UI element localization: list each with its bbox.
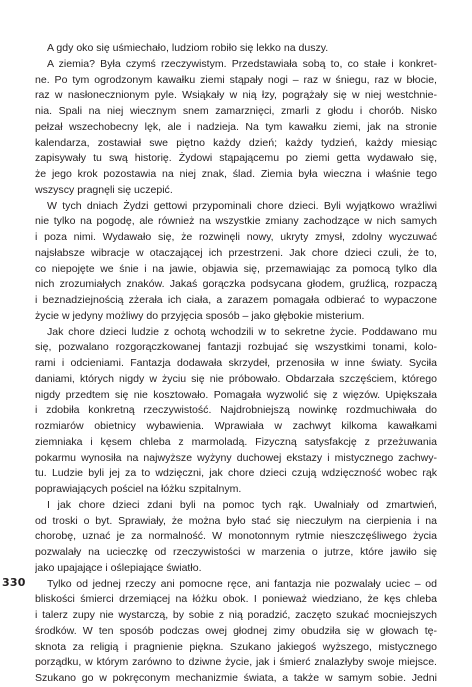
text-line: pełzał wszechobecny lęk, ale i nadzieja. Na tym kawałku ziemi, jak na stronie <box>35 120 437 133</box>
text-line: i poza nimi. Wydawało się, że rozwinęli nowy, ukryty zmysł, zdolny wyczuwać <box>35 231 437 243</box>
text-line: bliskości śmierci drzemiącej na łóżku obok. I ponieważ wiedziano, że kęs chleba <box>35 593 437 606</box>
text-line: pozwalały na ucieczkę od rzeczywistości w marzenia o jutrze, które jawiło się <box>35 546 437 558</box>
text-line: co niepojęte we śnie i na jawie, objawia się, przemawiając za pomocą tylko dla <box>35 262 437 275</box>
text-line: od troski o byt. Sprawiały, że można było stać się nieczułym na cierpienia i na <box>35 514 437 527</box>
text-line: Tylko od jednej rzeczy ani pomocne ręce, ani fantazja nie pozwalały uciec – od <box>47 577 437 590</box>
text-line: i zdobiła konkretną rzeczywistość. Najdrobniejszą nowinkę rozdmuchiwała do <box>35 404 437 417</box>
text-line: I jak chore dzieci zdani byli na pomoc tych rąk. Uwalniały od zmartwień, <box>47 498 437 511</box>
text-line: jako upajające i oślepiające światło. <box>35 561 202 574</box>
text-line: nigdy przedtem się nie kosztowało. Pomagała wyzwolić się z więzów. Upiększała <box>35 388 437 401</box>
text-line: Jak chore dzieci ludzie z ochotą wchodzili w to sekretne życie. Poddawano mu <box>47 325 437 338</box>
text-line: A ziemia? Była czymś rzeczywistym. Przedstawiała sobą to, co stałe i konkret- <box>47 57 437 70</box>
text-line: i talerz zupy nie wystarczą, by sobie z nią poradzić, zaczęto szukać mocniejszych <box>35 609 437 621</box>
text-line: że jego krok pozostawia na niej znak, ślad. Ziemia była wieczna i właśnie tego <box>35 168 437 180</box>
text-line: poprawiających pościel na łóżku szpitalnym. <box>35 483 242 495</box>
text-line: nia. Spali na niej wiecznym snem zamarznięci, zmarli z głodu i chorób. Nisko <box>35 105 437 117</box>
text-line: Szukano go w pokręconym mechanizmie świata, a także w samym sobie. Jedni <box>35 672 437 684</box>
text-line: ziemniaka i kęsem chleba z marmoladą. Fizyczną satysfakcję z przeżuwania <box>35 435 437 448</box>
text-line: chorobę, uznać je za normalność. W monotonnym rytmie nieszczęśliwego życia <box>35 530 437 543</box>
text-line: rozmiarów obietnicy wybawienia. Wprawiała w zachwyt kilkoma kawałkami <box>35 420 437 432</box>
text-line: życie w jedyny możliwy do przyjęcia sposób – jako głębokie misterium. <box>35 309 365 322</box>
text-line: sknota za religią i pragnienie piękna. Szukano jakiegoś wyższego, mistycznego <box>35 640 437 653</box>
text-line: się, pozwalano rozgorączkowanej fantazji rozbujać się wszystkimi tonami, kolo- <box>35 341 437 354</box>
text-line: nich zrozumiałych znaków. Jakaś gorączka podsycana głodem, gruźlicą, rozpaczą <box>35 278 437 291</box>
page-number: 330 <box>2 576 26 589</box>
body-text <box>35 41 437 687</box>
text-line: raz w nasłonecznionym pyle. Wsiąkały w nią łzy, pogrążały się w niej westchnie- <box>35 89 437 102</box>
text-line: tu. Ludzie byli jej za to wdzięczni, jak chore dzieci czują wdzięczność wobec rąk <box>35 467 437 480</box>
text-line: i beznadziejnością zżerała ich ciała, a zarazem pomagała odbierać to wypaczone <box>35 294 437 306</box>
text-line: rami i odcieniami. Fantazja dodawała skrzydeł, przenosiła w inne światy. Syciła <box>35 357 437 369</box>
text-line: wszyscy pragnęli się uczepić. <box>35 183 173 196</box>
text-line: porządku, w którym zarówno to dziwne życie, jak i śmierć znalazłyby swoje miejsce. <box>35 656 437 669</box>
text-line: nie tylko na pogodę, ale również na wszystkie zmiany zachodzące w nich samych <box>35 215 437 228</box>
text-line: W tych dniach Żydzi gettowi przypominali chore dzieci. Byli wyjątkowo wrażliwi <box>47 199 437 212</box>
text-line: najsłabsze wibracje w otaczającej ich przestrzeni. Jak chore dzieci czuli, że to, <box>35 246 437 259</box>
text-line: pokarmu wynosiła na najwyższe wyżyny duchowej ekstazy i mistycznego zachwy- <box>35 451 437 464</box>
text-line: ne. Po tym ogrodzonym kawałku ziemi stąpały nogi – raz w śniegu, raz w błocie, <box>35 73 437 86</box>
text-line: A gdy oko się uśmiechało, ludziom robiło się lekko na duszy. <box>47 42 329 54</box>
text-line: kalendarza, zostawiał swe piętno każdy dzień; każdy tydzień, każdy miesiąc <box>35 136 437 149</box>
text-line: daniami, których nigdy w życiu się nie próbowało. Obdarzała szczęściem, którego <box>35 372 437 385</box>
text-line: zapisywały tu swą historię. Żydowi stąpającemu po ziemi getta wydawało się, <box>35 152 437 165</box>
text-line: środków. W ten sposób podczas owej głodnej zimy obudziła się w głowach tę- <box>35 624 437 637</box>
